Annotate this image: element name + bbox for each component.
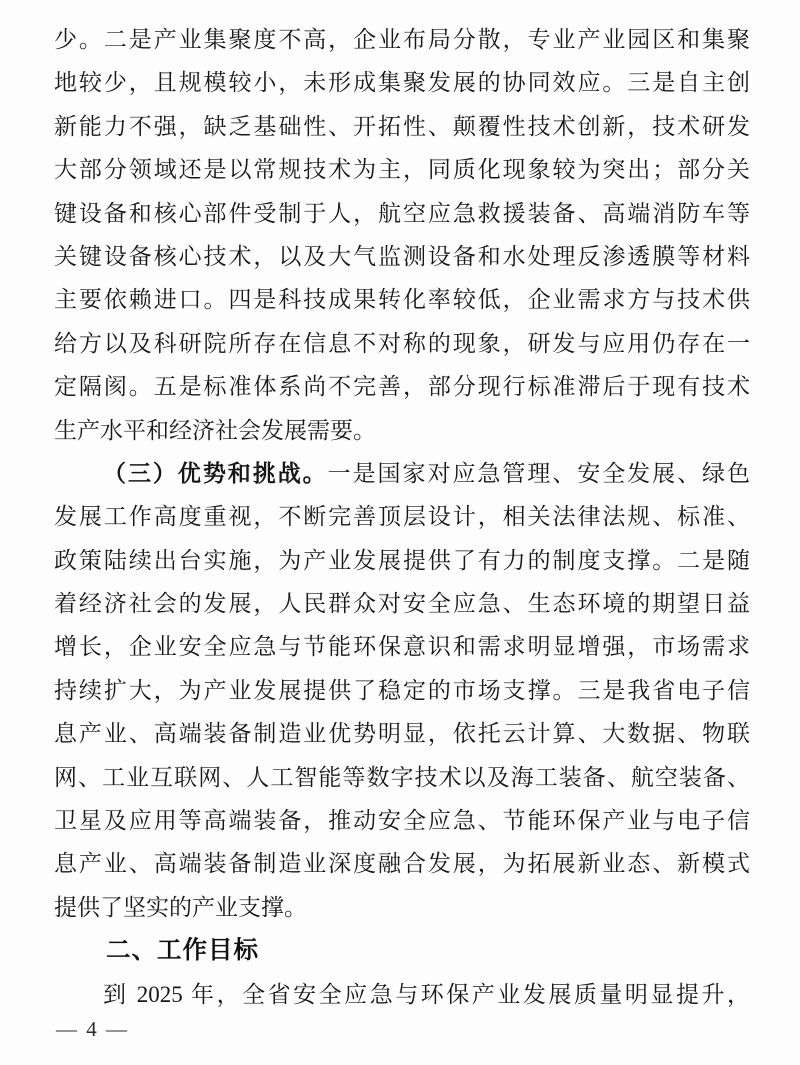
text-line: 少。二是产业集聚度不高，企业布局分散，专业产业园区和集聚 — [54, 27, 750, 52]
paragraph-goals — [54, 973, 750, 1016]
text-line: 息产业、高端装备制造业优势明显，依托云计算、大数据、物联 — [54, 721, 750, 747]
text-line: 主要依赖进口。四是科技成果转化率较低，企业需求方与技术供 — [54, 287, 750, 313]
text-line: 提供了坚实的产业支撑。 — [54, 894, 307, 920]
text-line: 到 2025 年，全省安全应急与环保产业发展质量明显提升， — [103, 981, 750, 1007]
text-line — [54, 452, 750, 495]
page-number: — 4 — — [56, 1017, 129, 1041]
text-line: 关键设备核心技术，以及大气监测设备和水处理反渗透膜等材料 — [54, 243, 750, 269]
paragraph-advantages-challenges — [54, 452, 750, 929]
subsection-label: （三）优势和挑战。 — [103, 460, 328, 486]
text-line: 地较少，且规模较小，未形成集聚发展的协同效应。三是自主创 — [54, 70, 750, 96]
paragraph-continuation — [54, 18, 750, 452]
text-line: 着经济社会的发展，人民群众对安全应急、生态环境的期望日益 — [54, 591, 750, 617]
text-line: 息产业、高端装备制造业深度融合发展，为拓展新业态、新模式 — [54, 851, 750, 877]
page-footer — [56, 1014, 129, 1044]
document-page — [54, 18, 750, 1016]
text-line: 卫星及应用等高端装备，推动安全应急、节能环保产业与电子信 — [54, 808, 750, 834]
text-line: 政策陆续出台实施，为产业发展提供了有力的制度支撑。二是随 — [54, 547, 750, 573]
text-line: 增长，企业安全应急与节能环保意识和需求明显增强，市场需求 — [54, 634, 750, 660]
text-run: 一是国家对应急管理、安全发展、绿色 — [327, 460, 750, 486]
text-line: 网、工业互联网、人工智能等数字技术以及海工装备、航空装备、 — [54, 764, 750, 790]
text-line: 发展工作高度重视，不断完善顶层设计，相关法律法规、标准、 — [54, 504, 750, 530]
text-line: 键设备和核心部件受制于人，航空应急救援装备、高端消防车等 — [54, 200, 750, 226]
text-line: 新能力不强，缺乏基础性、开拓性、颠覆性技术创新，技术研发 — [54, 113, 750, 139]
text-line: 生产水平和经济社会发展需要。 — [54, 417, 376, 443]
text-line: 定隔阂。五是标准体系尚不完善，部分现行标准滞后于现有技术 — [54, 374, 750, 400]
text-line: 大部分领域还是以常规技术为主，同质化现象较为突出；部分关 — [54, 157, 750, 183]
section-heading-work-goals: 二、工作目标 — [106, 937, 259, 965]
text-line: 持续扩大，为产业发展提供了稳定的市场支撑。三是我省电子信 — [54, 677, 750, 703]
text-line: 给方以及科研院所存在信息不对称的现象，研发与应用仍存在一 — [54, 330, 750, 356]
